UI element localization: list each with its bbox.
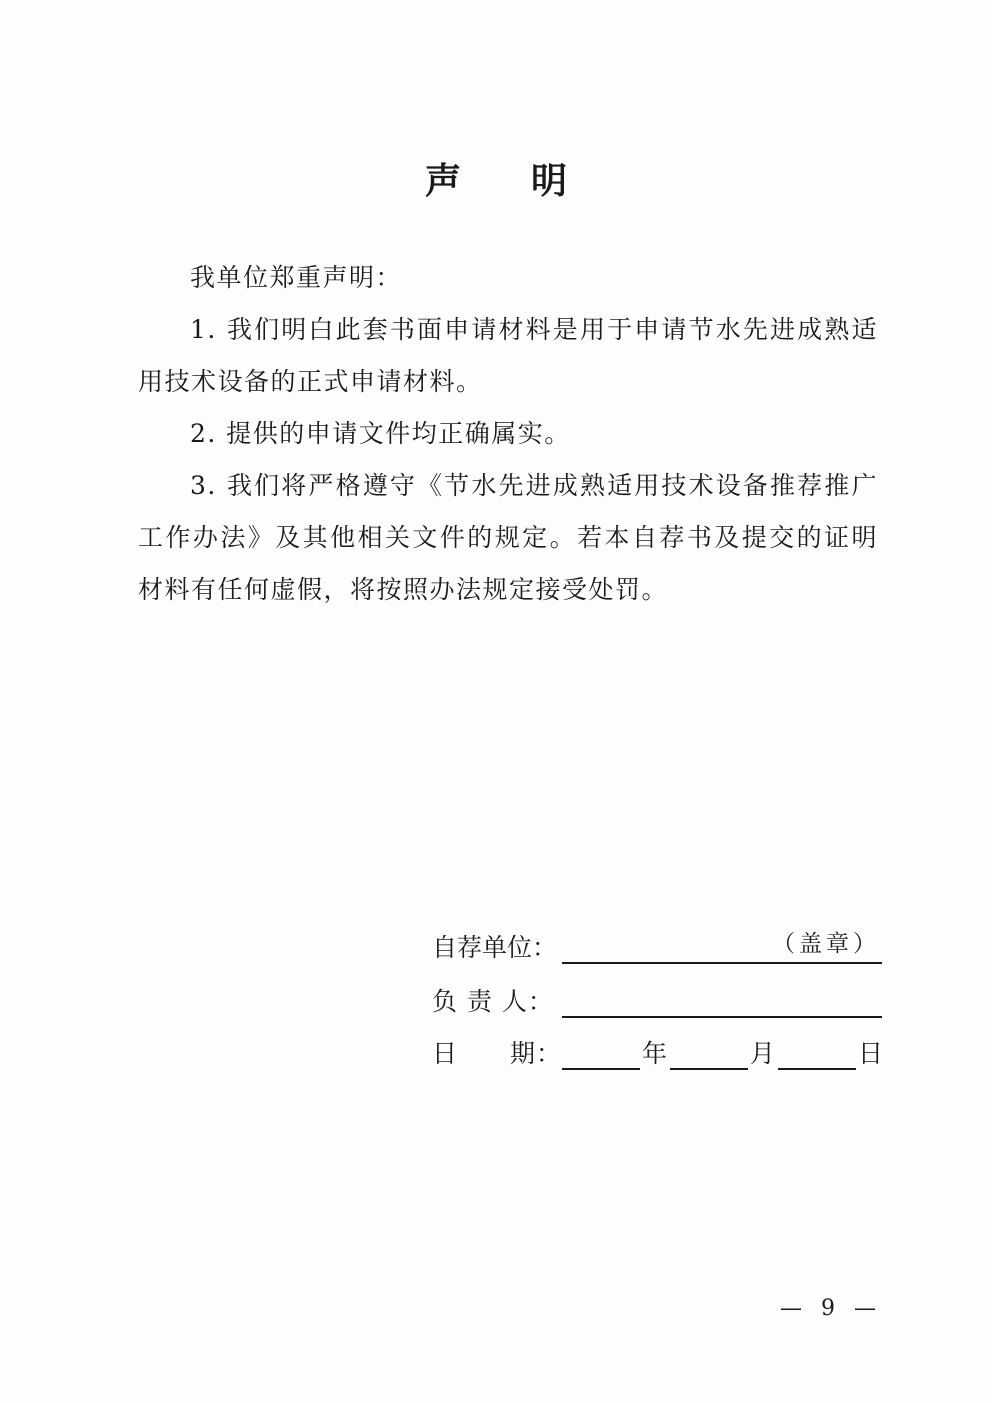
month-unit: 月 [750, 1039, 777, 1068]
year-unit: 年 [642, 1039, 669, 1068]
date-fields [562, 1034, 886, 1074]
person-signature-row [432, 982, 882, 1022]
page-title: 声明 [424, 161, 637, 202]
person-field[interactable] [562, 984, 882, 1018]
paragraph-3: 3. 我们将严格遵守《节水先进成熟适用技术设备推荐推广工作办法》及其他相关文件的规定。若本自荐书及提交的证明材料有任何虚假，将按照办法规定接受处罚。 [138, 471, 878, 604]
date-row [432, 1034, 885, 1074]
day-field[interactable] [778, 1036, 856, 1070]
page-number: — 9 — [780, 1296, 882, 1321]
month-field[interactable] [670, 1036, 748, 1070]
paragraph-1: 1. 我们明白此套书面申请材料是用于申请节水先进成熟适用技术设备的正式申请材料。 [138, 315, 878, 396]
unit-field[interactable] [562, 930, 882, 964]
unit-label: 自荐单位： [432, 933, 558, 962]
date-label [432, 1034, 562, 1074]
date-label-second: 期： [510, 1039, 563, 1068]
declaration-body [138, 252, 878, 616]
date-label-first: 日 [432, 1039, 459, 1068]
day-unit: 日 [858, 1039, 885, 1068]
paragraph-2: 2. 提供的申请文件均正确属实。 [190, 419, 571, 448]
seal-note: （盖章） [772, 931, 880, 957]
person-label: 负 责 人： [432, 987, 554, 1016]
opening-line: 我单位郑重声明： [190, 263, 403, 292]
unit-signature-row [432, 928, 882, 968]
year-field[interactable] [562, 1036, 640, 1070]
